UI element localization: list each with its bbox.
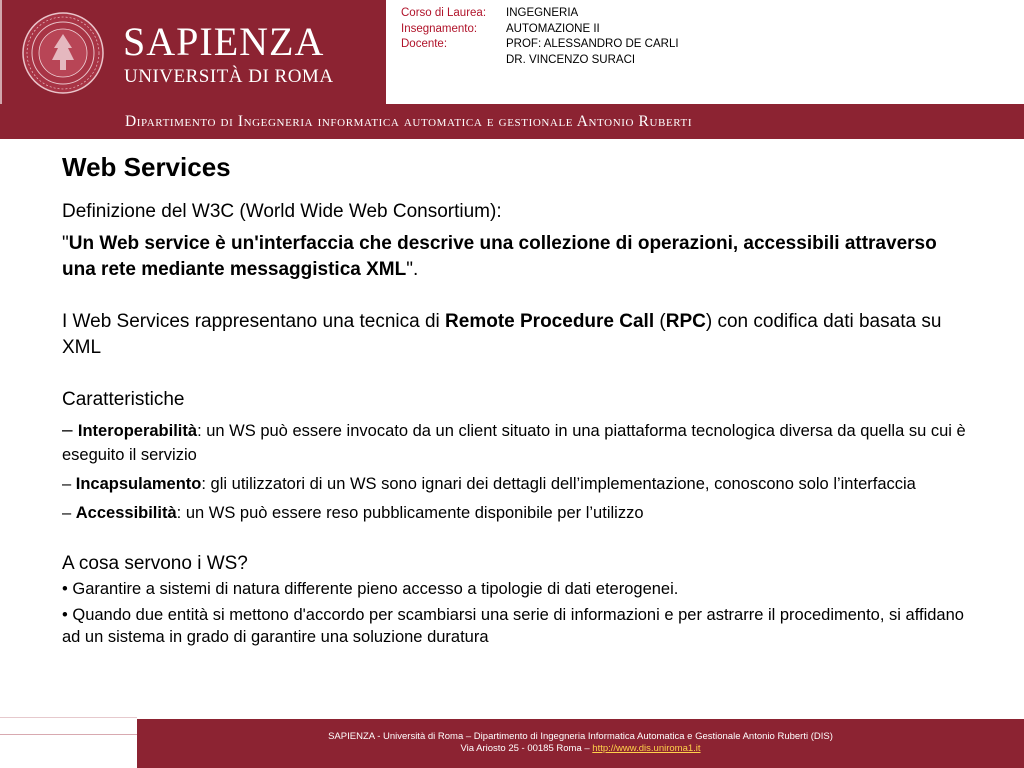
characteristic-term: Incapsulamento bbox=[75, 475, 202, 493]
quote-text: Un Web service è un'interfaccia che descrive una collezione di operazioni, accessibili attraverso una rete mediante messaggistica XML bbox=[62, 233, 937, 280]
teacher-label: Docente: bbox=[401, 38, 448, 50]
characteristic-item bbox=[62, 472, 972, 496]
footer-divider bbox=[0, 717, 137, 735]
characteristic-text: : un WS può essere reso pubblicamente disponibile per l’utilizzo bbox=[176, 504, 644, 522]
course-info bbox=[401, 6, 679, 68]
dash: – bbox=[62, 420, 78, 441]
teacher2-value: DR. VINCENZO SURACI bbox=[506, 53, 636, 66]
footer-street: Via Ariosto 25 - 00185 Roma – bbox=[460, 743, 593, 754]
department-bar bbox=[0, 104, 1024, 139]
characteristic-text: : un WS può essere invocato da un client situato in una piattaforma tecnologica diversa da quella su cui è eseguito il servizio bbox=[62, 422, 966, 464]
definition-intro: Definizione del W3C (World Wide Web Consortium): bbox=[62, 201, 502, 222]
quote-close: ". bbox=[406, 259, 419, 280]
rpc-paragraph bbox=[62, 309, 972, 361]
footer bbox=[137, 719, 1024, 768]
dash: – bbox=[62, 504, 76, 522]
course-label: Corso di Laurea: bbox=[401, 7, 487, 19]
bullet: • bbox=[62, 606, 73, 624]
teacher-value: PROF: ALESSANDRO DE CARLI bbox=[506, 38, 679, 50]
subject-value: AUTOMAZIONE II bbox=[506, 22, 600, 35]
logo-subtitle: UNIVERSITÀ DI ROMA bbox=[124, 66, 334, 87]
characteristic-item bbox=[62, 419, 972, 467]
footer-website-link[interactable]: http://www.dis.uniroma1.it bbox=[592, 743, 701, 754]
header-logo-block bbox=[0, 0, 386, 104]
slide-content bbox=[62, 152, 972, 648]
characteristics-heading: Caratteristiche bbox=[62, 389, 185, 410]
course-info-row bbox=[401, 37, 679, 53]
bullet: • bbox=[62, 580, 73, 598]
footer-divider-2 bbox=[0, 734, 137, 735]
dash: – bbox=[62, 475, 76, 493]
definition-quote bbox=[62, 231, 972, 283]
quote-open: " bbox=[62, 233, 69, 254]
course-info-row bbox=[401, 22, 679, 38]
characteristic-item bbox=[62, 501, 972, 525]
subject-label: Insegnamento: bbox=[401, 22, 478, 35]
characteristic-term: Accessibilità bbox=[75, 504, 177, 522]
use-text: Quando due entità si mettono d'accordo per scambiarsi una serie di informazioni e per astrarre il procedimento, si affidano ad un sistema in grado di garantire una soluzione duratura bbox=[62, 606, 964, 646]
course-info-row bbox=[401, 6, 679, 22]
header-edge bbox=[0, 0, 2, 104]
use-item bbox=[62, 604, 972, 648]
use-item bbox=[62, 577, 972, 601]
rpc-post: ) con codifica dati basata su XML bbox=[62, 311, 942, 358]
slide-title: Web Services bbox=[62, 152, 231, 182]
uses-heading: A cosa servono i WS? bbox=[62, 553, 248, 574]
characteristic-term: Interoperabilità bbox=[77, 422, 198, 440]
logo-title: SAPIENZA bbox=[123, 19, 325, 64]
rpc-mid: ( bbox=[654, 311, 666, 332]
course-info-row bbox=[401, 53, 679, 69]
course-value: INGEGNERIA bbox=[506, 7, 579, 19]
teacher2-label bbox=[401, 53, 506, 69]
university-seal-icon bbox=[22, 12, 104, 94]
footer-address: SAPIENZA - Università di Roma – Dipartimento di Ingegneria Informatica Automatica e Gestionale Antonio Ruberti (DIS) bbox=[328, 731, 833, 742]
footer-contact bbox=[137, 743, 1024, 755]
use-text: Garantire a sistemi di natura differente pieno accesso a tipologie di dati eterogenei. bbox=[72, 580, 679, 598]
rpc-pre: I Web Services rappresentano una tecnica di bbox=[62, 311, 446, 332]
characteristic-text: : gli utilizzatori di un WS sono ignari dei dettagli dell’implementazione, conoscono solo l’interfaccia bbox=[201, 475, 916, 493]
rpc-abbr: RPC bbox=[665, 311, 706, 332]
rpc-term: Remote Procedure Call bbox=[445, 311, 655, 332]
department-name: Dipartimento di Ingegneria informatica automatica e gestionale Antonio Ruberti bbox=[125, 113, 693, 130]
